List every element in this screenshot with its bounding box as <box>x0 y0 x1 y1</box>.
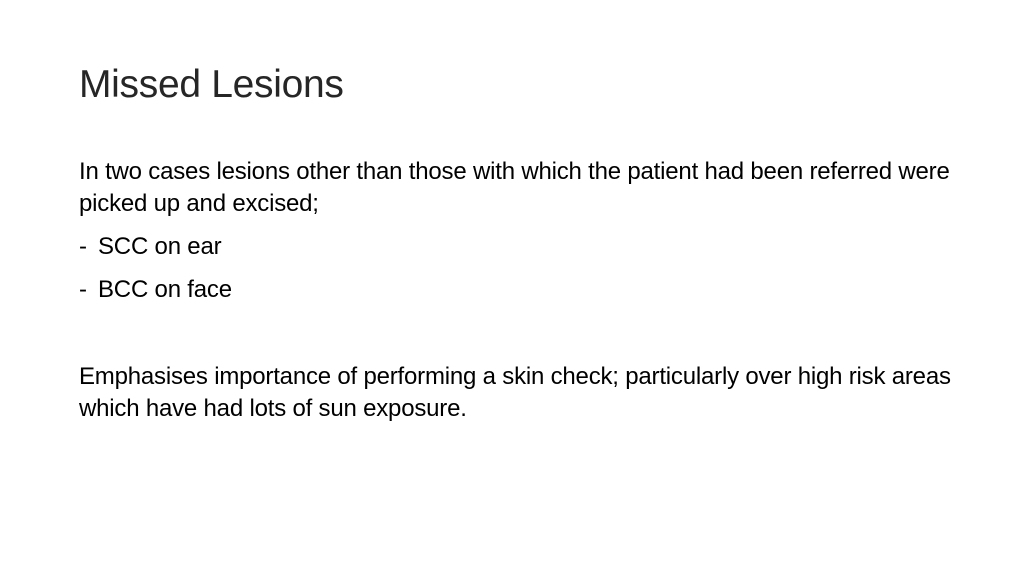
bullet-marker: - <box>79 276 87 303</box>
slide-body <box>79 156 959 425</box>
bullet-marker: - <box>79 233 87 260</box>
bullet-item-bcc <box>79 274 959 306</box>
bullet-item-scc <box>79 231 959 263</box>
slide-title: Missed Lesions <box>79 63 344 106</box>
bullet-text: BCC on face <box>98 276 232 303</box>
conclusion-paragraph: Emphasises importance of performing a skin check; particularly over high risk areas which have had lots of sun exposure. <box>79 363 951 422</box>
bullet-text: SCC on ear <box>98 233 222 260</box>
intro-paragraph: In two cases lesions other than those with which the patient had been referred were picked up and excised; <box>79 158 950 217</box>
